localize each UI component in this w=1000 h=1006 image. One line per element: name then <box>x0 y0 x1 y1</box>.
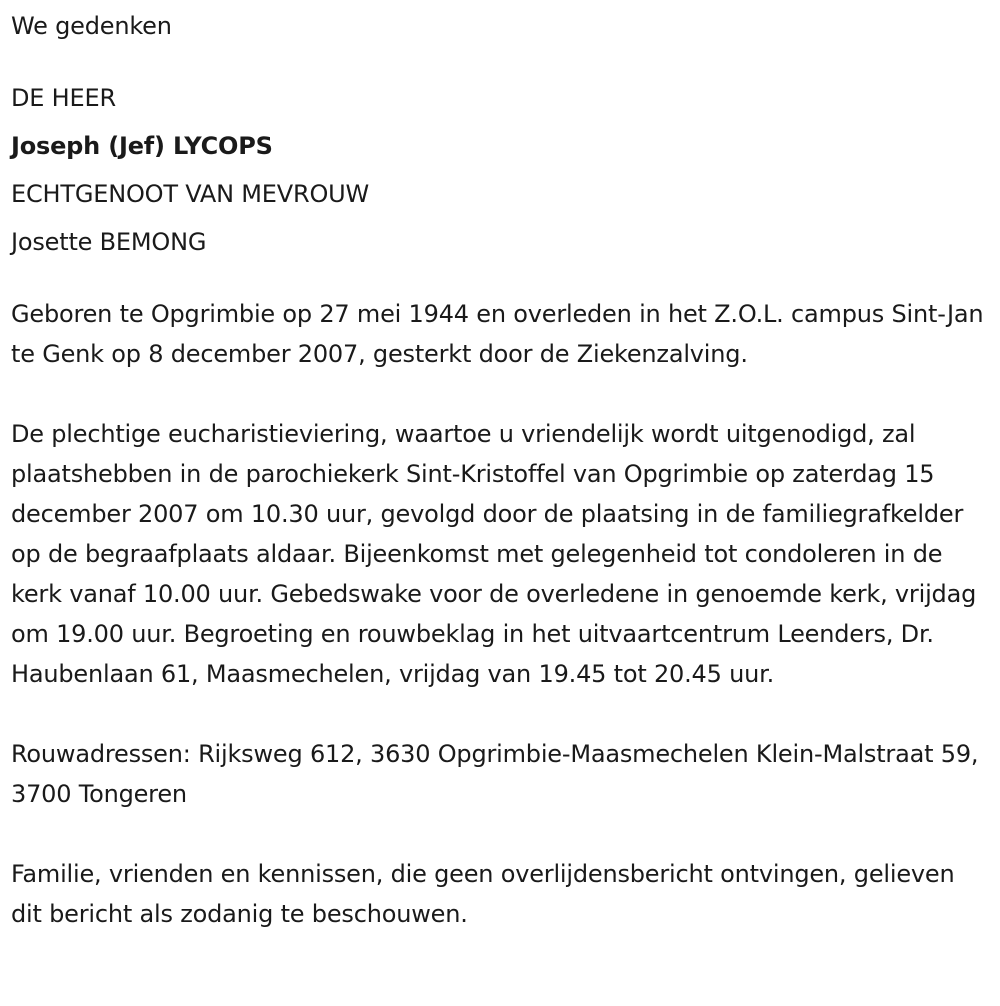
spacer <box>11 374 990 414</box>
closing-paragraph: Familie, vrienden en kennissen, die geen overlijdensbericht ontvingen, gelieven dit bericht als zodanig te beschouwen. <box>11 860 955 928</box>
ceremony-paragraph: De plechtige eucharistieviering, waartoe u vriendelijk wordt uitgenodigd, zal plaatshebben in de parochiekerk Sint-Kristoffel van Opgrimbie op zaterdag 15 december 2007 om 10.30 uur, gevolgd door de plaatsing in de familiegrafkelder op de begraafplaats aldaar. Bijeenkomst met gelegenheid tot condoleren in de kerk vanaf 10.00 uur. Gebedswake voor de overledene in genoemde kerk, vrijdag om 19.00 uur. Begroeting en rouwbeklag in het uitvaartcentrum Leenders, Dr. Haubenlaan 61, Maasmechelen, vrijdag van 19.45 tot 20.45 uur. <box>11 420 977 688</box>
title-prefix: DE HEER <box>11 84 116 112</box>
intro-text: We gedenken <box>11 12 172 40</box>
birth-death-paragraph: Geboren te Opgrimbie op 27 mei 1944 en overleden in het Z.O.L. campus Sint-Jan te Genk op 8 december 2007, gesterkt door de Ziekenzalving. <box>11 300 984 368</box>
spouse-prefix: ECHTGENOOT VAN MEVROUW <box>11 180 370 208</box>
spacer <box>11 270 990 294</box>
spacer <box>11 814 990 854</box>
addresses-paragraph: Rouwadressen: Rijksweg 612, 3630 Opgrimbie-Maasmechelen Klein-Malstraat 59, 3700 Tongeren <box>11 740 979 808</box>
spacer <box>11 694 990 734</box>
obituary-document <box>11 6 990 934</box>
deceased-name: Joseph (Jef) LYCOPS <box>11 132 273 160</box>
spacer <box>11 54 990 78</box>
spouse-name: Josette BEMONG <box>11 228 207 256</box>
